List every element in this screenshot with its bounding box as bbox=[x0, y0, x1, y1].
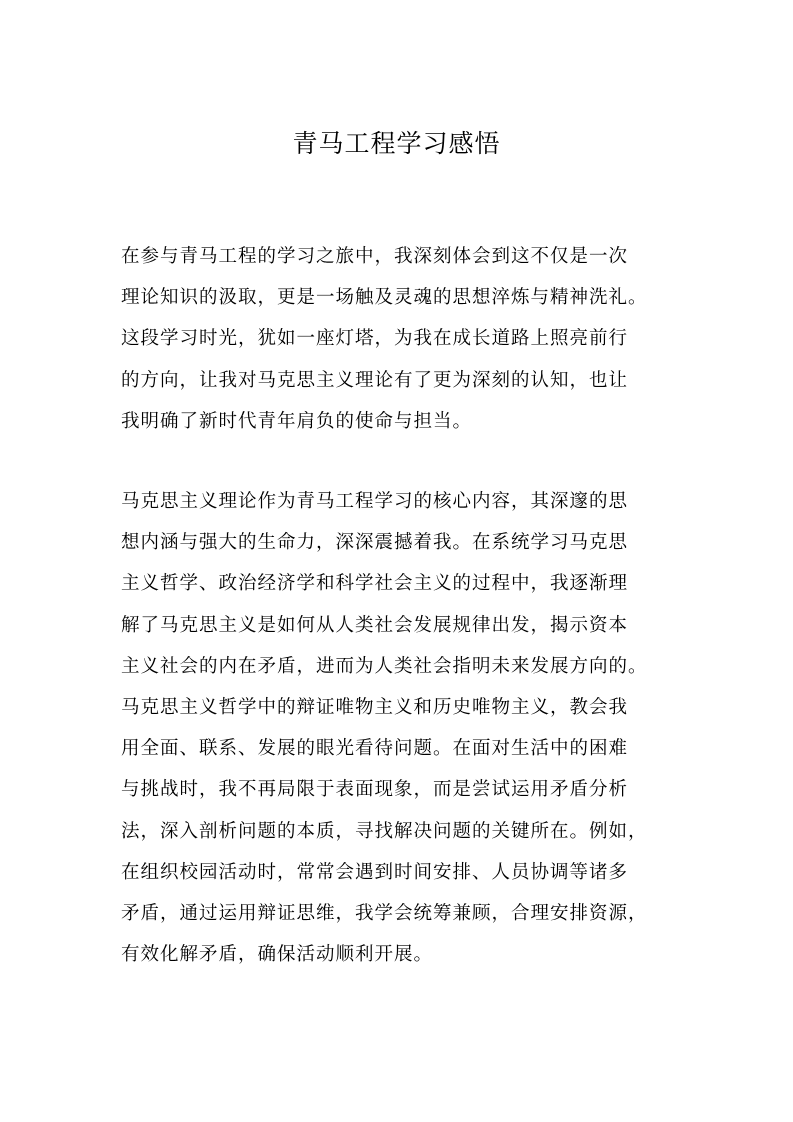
paragraph-line: 有效化解矛盾，确保活动顺利开展。 bbox=[121, 944, 434, 966]
paragraph-line: 主义哲学、政治经济学和科学社会主义的过程中，我逐渐理 bbox=[121, 573, 629, 595]
paragraph-2 bbox=[121, 481, 701, 975]
paragraph-line: 我明确了新时代青年肩负的使命与担当。 bbox=[121, 410, 473, 432]
paragraph-1 bbox=[121, 236, 701, 442]
paragraph-line: 法，深入剖析问题的本质，寻找解决问题的关键所在。例如， bbox=[121, 820, 648, 842]
paragraph-line: 马克思主义理论作为青马工程学习的核心内容，其深邃的思 bbox=[121, 491, 629, 512]
paragraph-line: 用全面、联系、发展的眼光看待问题。在面对生活中的困难 bbox=[121, 738, 629, 760]
paragraph-line: 想内涵与强大的生命力，深深震撼着我。在系统学习马克思 bbox=[121, 532, 629, 554]
paragraph-line: 与挑战时，我不再局限于表面现象，而是尝试运用矛盾分析 bbox=[121, 779, 629, 801]
paragraph-line: 这段学习时光，犹如一座灯塔，为我在成长道路上照亮前行 bbox=[121, 328, 629, 350]
paragraph-line: 解了马克思主义是如何从人类社会发展规律出发，揭示资本 bbox=[121, 614, 629, 636]
paragraph-line: 理论知识的汲取，更是一场触及灵魂的思想淬炼与精神洗礼。 bbox=[121, 287, 648, 309]
paragraph-line: 马克思主义哲学中的辩证唯物主义和历史唯物主义，教会我 bbox=[121, 696, 629, 718]
paragraph-line: 矛盾，通过运用辩证思维，我学会统筹兼顾，合理安排资源， bbox=[121, 902, 648, 924]
paragraph-line: 主义社会的内在矛盾，进而为人类社会指明未来发展方向的。 bbox=[121, 655, 648, 677]
page-title: 青马工程学习感悟 bbox=[292, 129, 501, 158]
paragraph-line: 在参与青马工程的学习之旅中，我深刻体会到这不仅是一次 bbox=[121, 246, 629, 267]
paragraph-line: 在组织校园活动时，常常会遇到时间安排、人员协调等诸多 bbox=[121, 861, 629, 883]
paragraph-line: 的方向，让我对马克思主义理论有了更为深刻的认知，也让 bbox=[121, 369, 629, 391]
